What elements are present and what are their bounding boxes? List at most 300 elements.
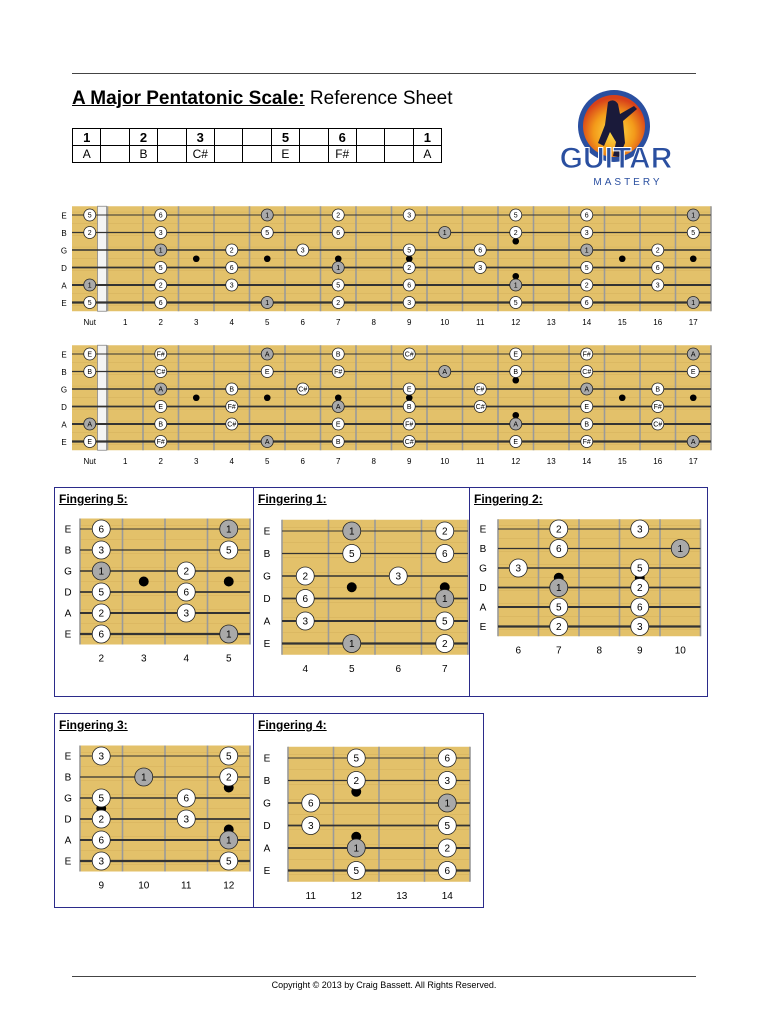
- note-label: F#: [334, 369, 343, 377]
- note-label: 1: [158, 247, 163, 255]
- fingering-4-title: Fingering 4:: [258, 718, 327, 732]
- fret-number: 1: [123, 318, 128, 327]
- note-label: 6: [98, 629, 105, 641]
- fret-number: 7: [336, 457, 341, 466]
- note-label: 2: [302, 571, 309, 583]
- fret-number: 4: [302, 663, 309, 675]
- note-label: 2: [98, 814, 105, 826]
- fret-number: 6: [300, 457, 305, 466]
- note-label: 3: [478, 265, 483, 273]
- note-label: C#: [653, 421, 663, 429]
- note-label: E: [406, 386, 412, 394]
- note-label: 1: [691, 212, 696, 220]
- string-label: E: [61, 350, 67, 360]
- fret-number: 9: [407, 318, 412, 327]
- note-label: E: [158, 404, 164, 412]
- note-label: 6: [229, 265, 234, 273]
- string-label: D: [64, 587, 72, 599]
- note-label: 1: [265, 212, 270, 220]
- note-label: B: [335, 351, 341, 359]
- note-label: 5: [441, 616, 448, 628]
- note-label: F#: [582, 439, 591, 447]
- note-label: 3: [584, 230, 589, 238]
- fret-number: 14: [441, 890, 453, 902]
- note-label: 6: [555, 544, 562, 556]
- fret-number: 3: [194, 318, 199, 327]
- string-label: E: [64, 751, 72, 763]
- fret-number: 9: [98, 880, 105, 892]
- string-label: D: [263, 594, 271, 605]
- note-label: 3: [229, 282, 234, 290]
- string-label: B: [263, 776, 271, 787]
- fret-number: 5: [225, 653, 232, 665]
- note-label: 5: [353, 753, 360, 765]
- string-label: D: [61, 403, 67, 412]
- note-label: 2: [158, 282, 163, 290]
- fret-number: 4: [229, 457, 234, 466]
- logo-sub: MASTERY: [593, 177, 663, 188]
- note-label: C#: [582, 369, 592, 377]
- string-label: A: [263, 616, 271, 628]
- string-label: E: [64, 856, 72, 868]
- degree-cell: 6: [328, 129, 356, 146]
- fret-inlay: [264, 394, 271, 401]
- fret-inlay: [193, 255, 200, 262]
- fret-inlay: [619, 394, 626, 401]
- note-label: 2: [441, 526, 448, 538]
- note-label: 2: [636, 583, 643, 595]
- degree-cell: [243, 129, 271, 146]
- string-label: A: [61, 420, 67, 430]
- note-label: 5: [348, 549, 355, 561]
- note-label: 1: [444, 798, 451, 810]
- fret-number: 13: [546, 318, 556, 327]
- fret-number: 16: [653, 457, 663, 466]
- top-rule: [72, 73, 696, 74]
- note-label: 1: [87, 282, 92, 290]
- fret-number: 13: [546, 457, 556, 466]
- fret-number: 7: [441, 663, 448, 675]
- copyright-notice: Copyright © 2013 by Craig Bassett. All Rights Reserved.: [271, 980, 497, 990]
- fret-inlay: [512, 412, 519, 419]
- degree-cell: [214, 129, 242, 146]
- note-label: E: [264, 369, 270, 377]
- degree-cell: 1: [73, 129, 101, 146]
- note-label: 5: [513, 300, 518, 308]
- string-label: G: [479, 563, 487, 575]
- note-label: 6: [158, 300, 163, 308]
- fingering-1-title: Fingering 1:: [258, 492, 327, 506]
- note-label: 5: [691, 230, 696, 238]
- degree-cell: 1: [413, 129, 441, 146]
- note-label: 1: [225, 524, 232, 536]
- note-label: 5: [225, 545, 232, 557]
- note-label: 3: [307, 821, 314, 833]
- note-label: 3: [98, 545, 105, 557]
- note-label: 1: [513, 282, 518, 290]
- note-label: A: [584, 386, 590, 394]
- note-label: 1: [353, 843, 360, 855]
- bottom-rule: [72, 976, 696, 977]
- note-label: A: [690, 439, 696, 447]
- fretboard-note-names: [60, 344, 720, 469]
- string-label: E: [64, 524, 72, 536]
- fingering-1-diagram: [257, 515, 465, 680]
- fret-inlay: [193, 394, 200, 401]
- string-label: G: [64, 793, 72, 805]
- string-label: A: [64, 608, 72, 620]
- note-label: E: [87, 351, 93, 359]
- string-label: G: [60, 385, 68, 395]
- fret-number: 3: [140, 653, 147, 665]
- note-cell: [385, 146, 413, 163]
- note-label: B: [87, 369, 93, 377]
- string-label: E: [479, 524, 487, 536]
- note-label: A: [264, 351, 270, 359]
- degree-cell: [356, 129, 384, 146]
- note-label: 3: [98, 856, 105, 868]
- note-cell: B: [129, 146, 157, 163]
- string-label: E: [263, 526, 271, 538]
- fret-inlay: [512, 377, 519, 384]
- degree-cell: 3: [186, 129, 214, 146]
- guitar-mastery-logo: [556, 86, 676, 190]
- scale-degree-table: [72, 128, 442, 163]
- fretboard-scale-degrees: [60, 205, 720, 330]
- note-label: 6: [444, 866, 451, 878]
- note-label: 6: [98, 835, 105, 847]
- note-label: 5: [225, 856, 232, 868]
- fret-number: 9: [407, 457, 412, 466]
- note-label: B: [406, 404, 412, 412]
- fret-number: 11: [476, 457, 485, 466]
- note-label: B: [158, 421, 164, 429]
- fret-number: 5: [265, 318, 270, 327]
- fret-inlay: [690, 394, 697, 401]
- fret-number: 10: [440, 457, 450, 466]
- note-label: 6: [302, 594, 309, 606]
- note-label: 1: [441, 594, 448, 606]
- fret-number: 4: [183, 653, 190, 665]
- logo-word: GUITAR: [559, 142, 673, 175]
- fret-inlay: [224, 577, 234, 587]
- fret-number: 6: [395, 663, 402, 675]
- fret-number: 3: [194, 457, 199, 466]
- string-label: B: [479, 544, 487, 555]
- note-label: F#: [156, 351, 165, 359]
- note-label: B: [229, 386, 235, 394]
- note-label: A: [442, 369, 448, 377]
- note-label: 3: [183, 814, 190, 826]
- note-label: E: [87, 439, 93, 447]
- note-label: 3: [636, 622, 643, 634]
- fret-number: 11: [181, 880, 192, 892]
- note-label: 5: [407, 247, 412, 255]
- string-label: D: [64, 814, 72, 826]
- string-label: B: [61, 229, 67, 238]
- note-label: 2: [513, 230, 518, 238]
- fret-inlay: [264, 255, 271, 262]
- note-label: 5: [444, 821, 451, 833]
- fret-number: 8: [371, 318, 376, 327]
- fingering-5-diagram: [58, 515, 248, 665]
- note-label: 2: [336, 300, 341, 308]
- fret-number: 17: [688, 457, 698, 466]
- note-label: 5: [584, 265, 589, 273]
- note-label: F#: [156, 439, 165, 447]
- string-label: E: [263, 639, 271, 650]
- fret-number: 11: [476, 318, 485, 327]
- degree-cell: [101, 129, 129, 146]
- note-label: 3: [444, 776, 451, 788]
- string-label: E: [61, 211, 67, 221]
- fingering-2-title: Fingering 2:: [474, 492, 543, 506]
- fret-inlay: [690, 255, 697, 262]
- note-label: 5: [158, 265, 163, 273]
- note-label: 1: [225, 629, 232, 641]
- note-label: 2: [555, 622, 562, 634]
- note-label: 3: [98, 751, 105, 763]
- note-cell: [356, 146, 384, 163]
- note-label: E: [690, 369, 696, 377]
- note-label: 5: [98, 587, 105, 599]
- string-label: G: [263, 798, 271, 810]
- note-label: 6: [98, 524, 105, 536]
- note-label: 5: [555, 602, 562, 614]
- note-cell: [243, 146, 271, 163]
- note-label: A: [264, 439, 270, 447]
- string-label: B: [64, 545, 72, 557]
- note-label: 6: [444, 753, 451, 765]
- note-label: 3: [407, 212, 412, 220]
- fret-number: 10: [674, 645, 686, 657]
- fret-number: 15: [617, 457, 627, 466]
- fret-number: 10: [138, 880, 150, 892]
- note-label: 1: [225, 835, 232, 847]
- fret-number: 11: [305, 890, 316, 902]
- note-label: 6: [183, 587, 190, 599]
- note-label: E: [584, 404, 590, 412]
- note-label: 5: [336, 282, 341, 290]
- note-label: 6: [407, 282, 412, 290]
- fret-inlay: [335, 255, 342, 262]
- fret-number: 1: [123, 457, 128, 466]
- note-cell: C#: [186, 146, 214, 163]
- note-label: F#: [653, 404, 662, 412]
- note-label: F#: [582, 351, 591, 359]
- string-label: B: [64, 772, 72, 784]
- string-label: B: [263, 549, 271, 560]
- fret-number: 6: [515, 645, 522, 657]
- fret-inlay: [347, 582, 357, 592]
- note-label: B: [335, 439, 341, 447]
- page-title: A Major Pentatonic Scale: Reference Sheet: [72, 88, 453, 109]
- note-label: 1: [336, 265, 341, 273]
- note-label: 6: [441, 549, 448, 561]
- fret-number: 14: [582, 457, 592, 466]
- fret-number: 2: [158, 457, 163, 466]
- degree-cell: 5: [271, 129, 299, 146]
- fret-number: 5: [348, 663, 355, 675]
- note-label: F#: [405, 421, 414, 429]
- fret-inlay: [619, 255, 626, 262]
- fingering-2-diagram: [473, 515, 701, 660]
- degree-cell: [300, 129, 328, 146]
- note-label: 1: [98, 566, 105, 578]
- fret-inlay: [512, 238, 519, 245]
- note-label: 6: [307, 798, 314, 810]
- note-label: 2: [98, 608, 105, 620]
- fret-number: 2: [158, 318, 163, 327]
- fret-number: 10: [440, 318, 450, 327]
- fret-number: 2: [98, 653, 105, 665]
- string-label: D: [61, 264, 67, 273]
- fingering-3-diagram: [58, 742, 248, 892]
- string-label: A: [61, 281, 67, 291]
- note-label: E: [513, 351, 519, 359]
- string-label: A: [64, 835, 72, 847]
- note-label: 2: [183, 566, 190, 578]
- note-label: 2: [407, 265, 412, 273]
- note-label: 3: [636, 524, 643, 536]
- fret-number: 8: [371, 457, 376, 466]
- note-label: 2: [336, 212, 341, 220]
- fret-inlay: [406, 394, 413, 401]
- degree-cell: [158, 129, 186, 146]
- note-label: 1: [442, 230, 447, 238]
- note-cell: F#: [328, 146, 356, 163]
- note-label: 1: [265, 300, 270, 308]
- fret-inlay: [139, 577, 149, 587]
- note-label: 2: [555, 524, 562, 536]
- fret-number: 8: [596, 645, 603, 657]
- note-label: 1: [677, 544, 684, 556]
- string-label: D: [479, 583, 487, 594]
- string-label: E: [64, 629, 72, 641]
- fret-number: 7: [555, 645, 562, 657]
- note-label: 6: [584, 212, 589, 220]
- fret-number: 14: [582, 318, 592, 327]
- string-label: A: [479, 602, 487, 614]
- note-label: 2: [225, 772, 232, 784]
- note-label: 1: [555, 583, 562, 595]
- note-label: 1: [348, 639, 355, 651]
- string-label: G: [60, 246, 68, 256]
- note-label: A: [690, 351, 696, 359]
- fret-number: 12: [511, 318, 521, 327]
- note-label: 6: [636, 602, 643, 614]
- degree-cell: [385, 129, 413, 146]
- string-label: B: [61, 368, 67, 377]
- note-label: 1: [348, 526, 355, 538]
- note-cell: [300, 146, 328, 163]
- note-label: F#: [476, 386, 485, 394]
- note-label: B: [513, 369, 519, 377]
- fret-number: 13: [396, 890, 408, 902]
- fret-inlay: [406, 255, 413, 262]
- note-label: 3: [300, 247, 305, 255]
- note-label: 3: [407, 300, 412, 308]
- fingering-5-title: Fingering 5:: [59, 492, 128, 506]
- note-label: C#: [404, 439, 414, 447]
- note-label: E: [335, 421, 341, 429]
- note-label: 5: [513, 212, 518, 220]
- note-label: 2: [229, 247, 234, 255]
- note-label: 2: [584, 282, 589, 290]
- string-label: E: [479, 622, 487, 633]
- fret-number: 16: [653, 318, 663, 327]
- fret-number: 15: [617, 318, 627, 327]
- note-label: 3: [158, 230, 163, 238]
- note-label: 5: [87, 212, 92, 220]
- fret-number: 6: [300, 318, 305, 327]
- note-label: 5: [225, 751, 232, 763]
- note-label: 1: [140, 772, 147, 784]
- note-label: B: [655, 386, 661, 394]
- note-label: 6: [336, 230, 341, 238]
- note-label: C#: [227, 421, 237, 429]
- note-label: A: [335, 404, 341, 412]
- fret-number: 12: [223, 880, 235, 892]
- string-label: G: [263, 571, 271, 583]
- note-label: F#: [227, 404, 236, 412]
- note-cell: [214, 146, 242, 163]
- note-label: 5: [98, 793, 105, 805]
- note-cell: E: [271, 146, 299, 163]
- string-label: D: [263, 821, 271, 832]
- note-label: 2: [87, 230, 92, 238]
- string-label: E: [61, 299, 67, 308]
- note-label: 6: [584, 300, 589, 308]
- fret-number: 12: [350, 890, 362, 902]
- note-label: C#: [156, 369, 166, 377]
- fret-number: 5: [265, 457, 270, 466]
- note-cell: [158, 146, 186, 163]
- note-label: 6: [655, 265, 660, 273]
- string-label: G: [64, 566, 72, 578]
- note-label: 6: [478, 247, 483, 255]
- fret-inlay: [335, 394, 342, 401]
- degree-cell: 2: [129, 129, 157, 146]
- note-label: 3: [395, 571, 402, 583]
- fret-number: 17: [688, 318, 698, 327]
- fret-number: 7: [336, 318, 341, 327]
- note-label: C#: [298, 386, 308, 394]
- fret-number: Nut: [83, 318, 96, 327]
- fret-inlay: [512, 273, 519, 280]
- note-label: 5: [265, 230, 270, 238]
- note-label: C#: [404, 351, 414, 359]
- fingering-4-diagram: [257, 742, 477, 902]
- note-label: 2: [444, 843, 451, 855]
- fret-number: 9: [636, 645, 643, 657]
- note-label: 1: [691, 300, 696, 308]
- note-label: 5: [636, 563, 643, 575]
- string-label: E: [61, 438, 67, 447]
- fret-number: Nut: [83, 457, 96, 466]
- string-label: A: [263, 843, 271, 855]
- note-label: 6: [158, 212, 163, 220]
- note-label: C#: [475, 404, 485, 412]
- fingering-3-title: Fingering 3:: [59, 718, 128, 732]
- note-label: 3: [655, 282, 660, 290]
- note-label: 1: [584, 247, 589, 255]
- fret-number: 12: [511, 457, 521, 466]
- note-label: A: [87, 421, 93, 429]
- note-label: 2: [441, 639, 448, 651]
- string-label: E: [263, 866, 271, 877]
- note-label: 2: [655, 247, 660, 255]
